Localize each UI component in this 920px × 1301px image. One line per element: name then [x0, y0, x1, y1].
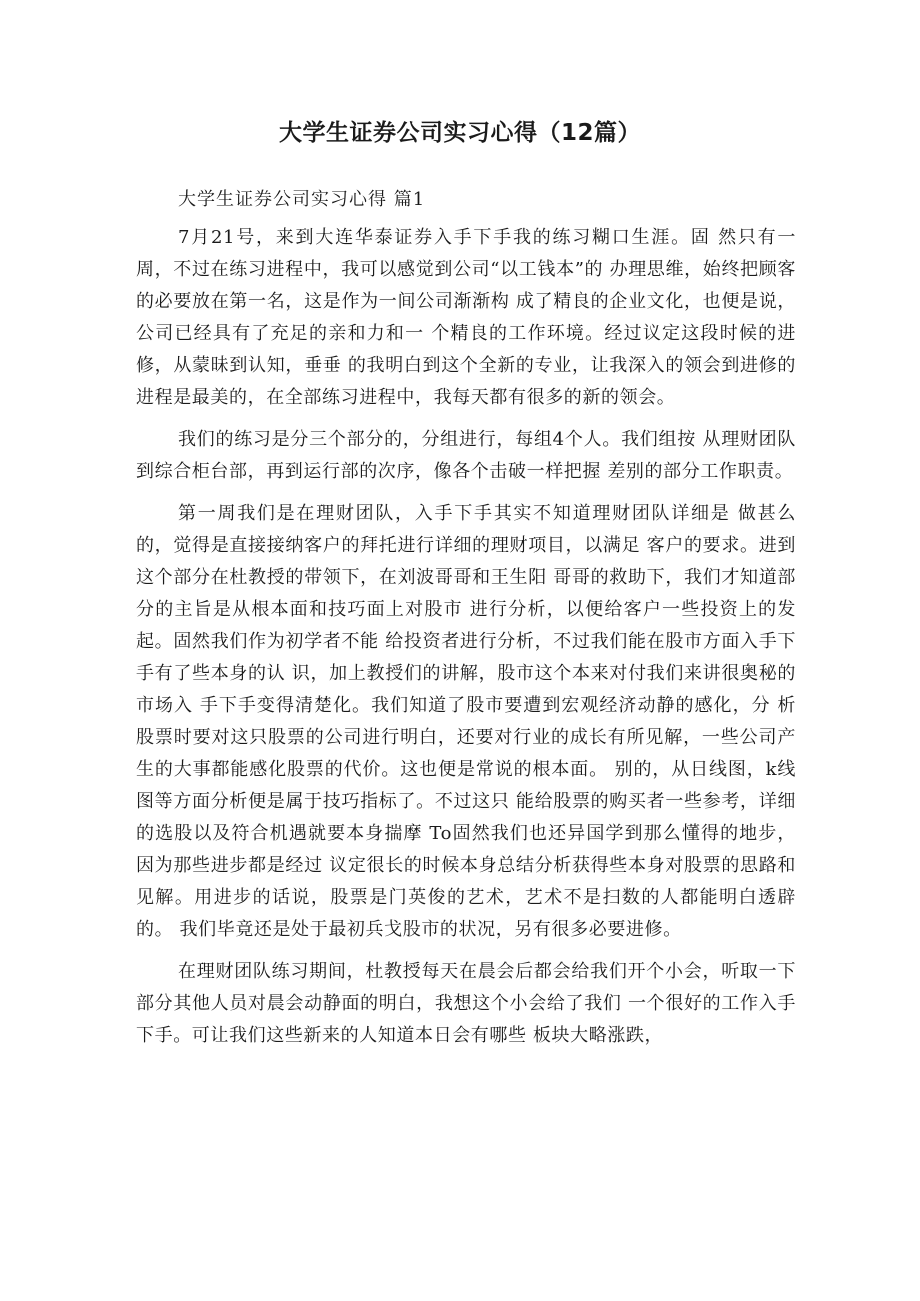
paragraph-2: 我们的练习是分三个部分的，分组进行，每组4个人。我们组按 从理财团队到综合柜台部，再到运行部的次序，像各个击破一样把握 差别的部分工作职责。 [136, 429, 796, 482]
paragraph-1: 7月21号，来到大连华泰证券入手下手我的练习糊口生涯。固 然只有一周，不过在练习进程中，我可以感觉到公司“以工钱本”的 办理思维，始终把顾客的必要放在第一名，这是作为一间公司渐渐构 成了精良的企业文化，也便是说，公司已经具有了充足的亲和力和一 个精良的工作环境。经过议定这段时候的进修，从蒙昧到认知，垂垂 的我明白到这个全新的专业，让我深入的领会到进修的进程是最美的，在全部练习进程中，我每天都有很多的新的领会。 [136, 227, 796, 408]
section-heading: 大学生证券公司实习心得 篇1 [178, 189, 426, 210]
paragraph-3: 第一周我们是在理财团队，入手下手其实不知道理财团队详细是 做甚么的，觉得是直接接纳客户的拜托进行详细的理财项目，以满足 客户的要求。进到这个部分在杜教授的带领下，在刘波哥哥和王生阳 哥哥的救助下，我们才知道部分的主旨是从根本面和技巧面上对股市 进行分析，以便给客户一些投资上的发起。固然我们作为初学者不能 给投资者进行分析，不过我们能在股市方面入手下手有了些本身的认 识，加上教授们的讲解，股市这个本来对付我们来讲很奥秘的市场入 手下手变得清楚化。我们知道了股市要遭到宏观经济动静的感化，分 析股票时要对这只股票的公司进行明白，还要对行业的成长有所见解，一些公司产生的大事都能感化股票的代价。这也便是常说的根本面。 别的，从日线图，k线图等方面分析便是属于技巧指标了。不过这只 能给股票的购买者一些参考，详细的选股以及符合机遇就要本身揣摩 To固然我们也还异国学到那么懂得的地步，因为那些进步都是经过 议定很长的时候本身总结分析获得些本身对股票的思路和见解。用进步的话说，股票是门英俊的艺术，艺术不是扫数的人都能明白透辟的。 我们毕竟还是处于最初兵戈股市的状况，另有很多必要进修。 [136, 503, 796, 940]
document-title: 大学生证券公司实习心得（12篇） [278, 120, 641, 146]
paragraph-4: 在理财团队练习期间，杜教授每天在晨会后都会给我们开个小会，听取一下部分其他人员对晨会动静面的明白，我想这个小会给了我们 一个很好的工作入手下手。可让我们这些新来的人知道本日会有哪些 板块大略涨跌， [136, 961, 796, 1046]
document-body [136, 180, 796, 1062]
